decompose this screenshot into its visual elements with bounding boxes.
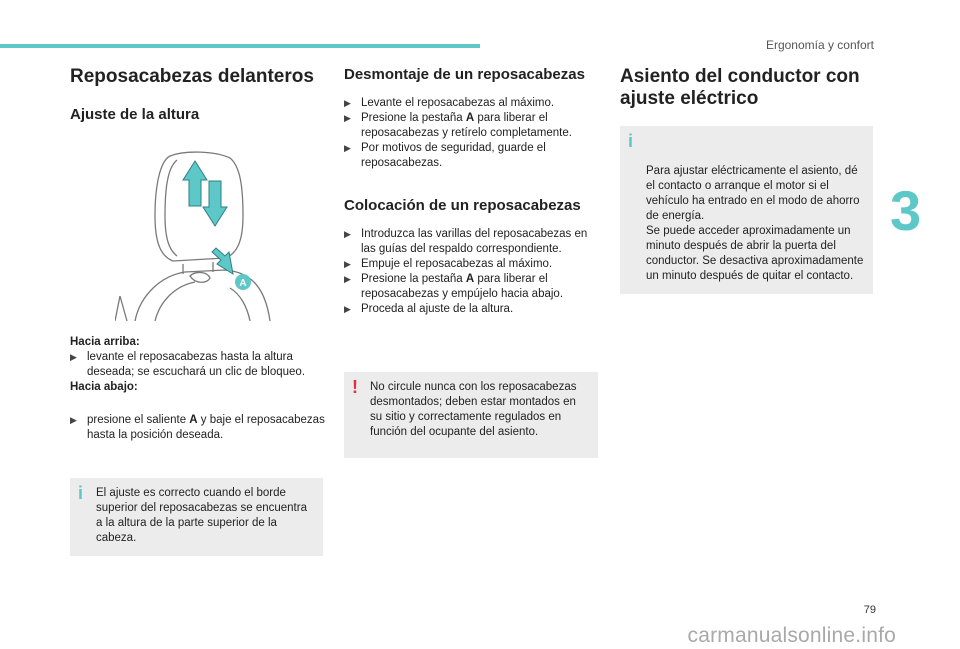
down-label: Hacia abajo: <box>70 381 138 393</box>
section-title: Reposacabezas delanteros <box>70 66 314 87</box>
list-item: ▶ Por motivos de seguridad, guarde el reposacabezas. <box>344 142 546 169</box>
list-item: ▶ Levante el reposacabezas al máximo. <box>344 97 555 109</box>
up-instructions <box>70 335 325 395</box>
up-label: Hacia arriba: <box>70 336 140 348</box>
removal-steps <box>344 96 599 171</box>
list-item: ▶ Proceda al ajuste de la altura. <box>344 303 514 315</box>
bullet-icon: ▶ <box>70 415 77 425</box>
list-item: ▶ presione el saliente A y baje el reposacabezas hasta la posición deseada. <box>70 414 325 441</box>
info-note-adjust: i El ajuste es correcto cuando el borde superior del reposacabezas se encuentra a la altura de la parte superior de la cabeza. <box>70 478 323 556</box>
info-icon: i <box>628 131 634 151</box>
running-header: Ergonomía y confort <box>765 38 874 52</box>
warning-icon: ! <box>352 377 358 397</box>
column-electric-seat <box>620 66 875 110</box>
list-item: ▶ Introduzca las varillas del reposacabezas en las guías del respaldo correspondiente. <box>344 228 588 255</box>
bullet-icon: ▶ <box>344 98 351 108</box>
fitting-steps <box>344 227 599 317</box>
headrest-drawing <box>115 146 285 321</box>
bullet-icon: ▶ <box>344 113 351 123</box>
column-headrest-adjust <box>70 66 325 443</box>
bullet-icon: ▶ <box>344 274 351 284</box>
list-item: ▶ Empuje el reposacabezas al máximo. <box>344 258 553 270</box>
down-instructions <box>70 413 325 443</box>
column-headrest-removal <box>344 66 599 317</box>
header-accent-bar <box>0 44 480 48</box>
warning-note: ! No circule nunca con los reposacabezas desmontados; deben estar montados en su sitio y correctamente regulados en función del ocupante del asiento. <box>344 372 598 458</box>
subsection-title: Ajuste de la altura <box>70 106 200 123</box>
page-number: 79 <box>863 604 876 616</box>
section-title-removal: Desmontaje de un reposacabezas <box>344 66 585 83</box>
bullet-icon: ▶ <box>344 143 351 153</box>
bullet-icon: ▶ <box>344 259 351 269</box>
bullet-icon: ▶ <box>344 304 351 314</box>
list-item: ▶ Presione la pestaña A para liberar el reposacabezas y retírelo completamente. <box>344 112 572 139</box>
watermark: carmanualsonline.info <box>687 624 896 647</box>
section-title-fitting: Colocación de un reposacabezas <box>344 197 581 214</box>
callout-a-label: A <box>239 278 247 289</box>
bullet-icon: ▶ <box>70 352 77 362</box>
info-note-electric-seat: i Para ajustar eléctricamente el asiento, dé el contacto o arranque el motor si el vehículo ha entrado en el modo de ahorro de energía. Se puede acceder aproximadamente un minuto después de abrir la puerta del conductor. Se desactiva aproximadamente un minuto después de quitar el contacto. <box>620 126 873 294</box>
list-item: ▶ Presione la pestaña A para liberar el reposacabezas y empújelo hacia abajo. <box>344 273 564 300</box>
bullet-icon: ▶ <box>344 229 351 239</box>
section-title-electric-seat: Asiento del conductor con ajuste eléctrico <box>620 66 860 109</box>
headrest-illustration <box>115 146 285 321</box>
list-item: ▶ levante el reposacabezas hasta la altura deseada; se escuchará un clic de bloqueo. <box>70 351 306 378</box>
info-icon: i <box>78 483 84 503</box>
chapter-number: 3 <box>890 179 922 242</box>
